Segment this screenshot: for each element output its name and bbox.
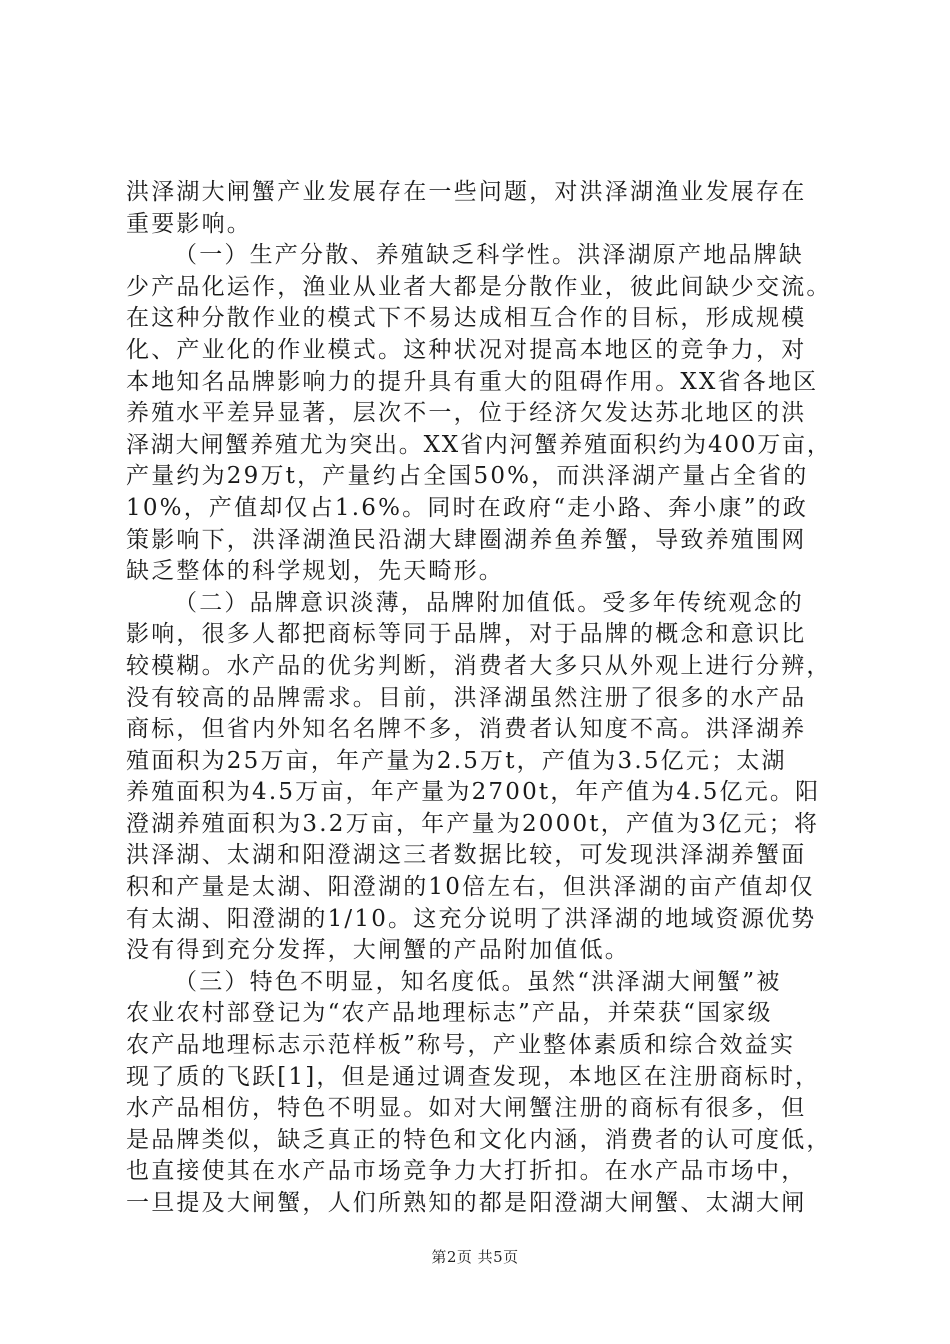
text-line: 水产品相仿，特色不明显。如对大闸蟹注册的商标有很多，但 xyxy=(126,1095,807,1122)
text-line: 农产品地理标志示范样板”称号，产业整体素质和综合效益实 xyxy=(126,1032,796,1059)
text-line: 洪泽湖大闸蟹产业发展存在一些问题，对洪泽湖渔业发展存在 xyxy=(126,179,807,205)
text-line: 在这种分散作业的模式下不易达成相互合作的目标，形成规模 xyxy=(126,305,807,332)
page-footer xyxy=(0,1246,950,1267)
paragraph-start-line: （二）品牌意识淡薄，品牌附加值低。受多年传统观念的 xyxy=(174,589,804,616)
text-line: 农业农村部登记为“农产品地理标志”产品，并荣获“国家级 xyxy=(126,1000,773,1027)
text-line: 本地知名品牌影响力的提升具有重大的阻碍作用。XX省各地区 xyxy=(126,368,819,395)
text-line: 有太湖、阳澄湖的1/10。这充分说明了洪泽湖的地域资源优势 xyxy=(126,905,817,932)
text-line: 产量约为29万t，产量约占全国50%，而洪泽湖产量占全省的 xyxy=(126,463,809,490)
page-number-indicator: 第2页 共5页 xyxy=(431,1248,519,1266)
text-line: 养殖水平差异显著，层次不一，位于经济欠发达苏北地区的洪 xyxy=(126,400,807,427)
text-line: 是品牌类似，缺乏真正的特色和文化内涵，消费者的认可度低， xyxy=(126,1126,832,1153)
text-line: 较模糊。水产品的优劣判断，消费者大多只从外观上进行分辨， xyxy=(126,652,832,679)
text-line: 一旦提及大闸蟹，人们所熟知的都是阳澄湖大闸蟹、太湖大闸 xyxy=(126,1190,807,1216)
text-line: 10%，产值却仅占1.6%。同时在政府“走小路、奔小康”的政 xyxy=(126,494,809,521)
text-line: 现了质的飞跃[1]，但是通过调查发现，本地区在注册商标时， xyxy=(126,1063,821,1090)
text-line: 澄湖养殖面积为3.2万亩，年产量为2000t，产值为3亿元；将 xyxy=(126,810,820,837)
text-line: 没有较高的品牌需求。目前，洪泽湖虽然注册了很多的水产品 xyxy=(126,684,807,711)
body-text xyxy=(126,177,832,1220)
text-line: 商标，但省内外知名名牌不多，消费者认知度不高。洪泽湖养 xyxy=(126,716,807,743)
paragraph-start-line: （一）生产分散、养殖缺乏科学性。洪泽湖原产地品牌缺 xyxy=(174,242,804,269)
text-line: 积和产量是太湖、阳澄湖的10倍左右，但洪泽湖的亩产值却仅 xyxy=(126,874,815,901)
text-line: 泽湖大闸蟹养殖尤为突出。XX省内河蟹养殖面积约为400万亩， xyxy=(126,431,832,458)
text-line: 化、产业化的作业模式。这种状况对提高本地区的竞争力，对 xyxy=(126,336,807,363)
text-line: 也直接使其在水产品市场竞争力大打折扣。在水产品市场中， xyxy=(126,1158,807,1185)
text-line: 殖面积为25万亩，年产量为2.5万t，产值为3.5亿元；太湖 xyxy=(126,747,787,774)
text-line: 影响，很多人都把商标等同于品牌，对于品牌的概念和意识比 xyxy=(126,621,807,648)
text-line: 洪泽湖、太湖和阳澄湖这三者数据比较，可发现洪泽湖养蟹面 xyxy=(126,842,807,869)
paragraph-start-line: （三）特色不明显，知名度低。虽然“洪泽湖大闸蟹”被 xyxy=(174,968,782,995)
text-line: 策影响下，洪泽湖渔民沿湖大肆圈湖养鱼养蟹，导致养殖围网 xyxy=(126,526,807,553)
text-line: 重要影响。 xyxy=(126,210,252,237)
text-line: 没有得到充分发挥，大闸蟹的产品附加值低。 xyxy=(126,937,630,964)
text-line: 缺乏整体的科学规划，先天畸形。 xyxy=(126,558,504,585)
text-line: 养殖面积为4.5万亩，年产量为2700t，年产值为4.5亿元。阳 xyxy=(126,779,821,806)
text-line: 少产品化运作，渔业从业者大都是分散作业，彼此间缺少交流。 xyxy=(126,273,832,300)
